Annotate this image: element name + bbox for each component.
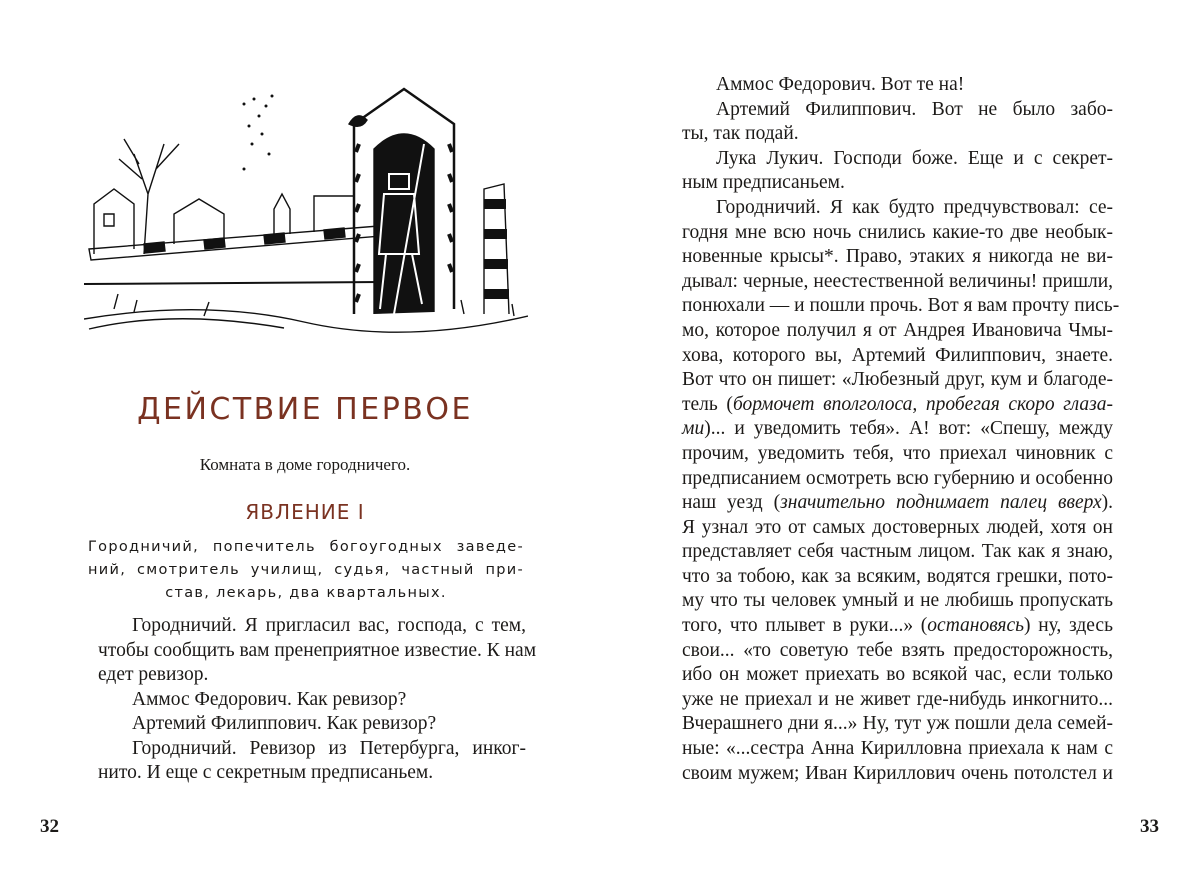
text-segment: Я узнал это от самых достоверных людей, хотя он — [682, 516, 1113, 538]
text-line — [682, 344, 1113, 369]
text-line — [682, 270, 1113, 295]
text-segment: хова, которого вы, Артемий Филиппович, знаете. — [682, 344, 1113, 366]
text-line — [682, 442, 1113, 467]
text-line — [682, 319, 1113, 344]
scene-heading: ЯВЛЕНИЕ I — [245, 500, 365, 524]
text-line — [682, 171, 1113, 196]
text-line — [98, 737, 526, 762]
text-segment: наш уезд ( — [682, 492, 781, 514]
text-line — [682, 663, 1113, 688]
text-segment: ибо он может приехать во всякой час, если только — [682, 664, 1113, 686]
text-segment: ные: «...сестра Анна Кирилловна приехала к нам с — [682, 738, 1113, 760]
text-segment: чтобы сообщить вам пренеприятное известие. К нам — [98, 639, 537, 661]
page-number: 32 — [40, 816, 59, 837]
text-segment: новенные крысы*. Право, этаких я никогда не ви- — [682, 246, 1113, 268]
text-segment: того, что плывет в руки...» ( — [682, 615, 928, 637]
text-line — [682, 393, 1113, 418]
text-segment: Лука Лукич. Господи боже. Еще и с секрет- — [716, 147, 1113, 169]
stage-direction: ми — [682, 418, 705, 440]
text-line — [682, 688, 1113, 713]
text-segment: годня мне всю ночь снились какие-то две необык- — [682, 221, 1113, 243]
text-line — [682, 491, 1113, 516]
dialogue-text — [682, 73, 1120, 786]
text-line — [682, 73, 1113, 98]
right-page — [600, 0, 1200, 877]
text-segment: прочим, уведомить тебя, что приехал чиновник с — [682, 442, 1113, 464]
text-segment: представляет себя частным лицом. Так как я знаю, — [682, 541, 1113, 563]
text-segment: ) ну, здесь — [1024, 615, 1113, 637]
text-segment: Аммос Федорович. Как ревизор? — [132, 688, 407, 710]
text-segment: своим мужем; Иван Кириллович очень потолстел и — [682, 762, 1113, 784]
text-segment: Вчерашнего дни я...» Ну, тут уж пошли дела семей- — [682, 713, 1113, 735]
text-segment: му что ты человек умный и не любишь пропускать — [682, 590, 1113, 612]
text-line — [98, 688, 526, 713]
stage-direction: значительно поднимает палец вверх — [780, 492, 1102, 514]
text-segment: Артемий Филиппович. Как ревизор? — [132, 713, 437, 734]
text-segment: Городничий. Я пригласил вас, господа, с тем, — [132, 615, 526, 636]
text-line — [682, 294, 1120, 319]
text-line — [682, 565, 1113, 590]
text-segment: предписанием осмотреть всю губернию и особенно — [682, 467, 1113, 489]
text-line — [98, 663, 526, 688]
text-line — [682, 467, 1113, 492]
text-line — [682, 737, 1113, 762]
text-segment: что за тобою, как за всяким, водятся грешки, пото- — [682, 565, 1113, 587]
text-line — [682, 589, 1113, 614]
text-line — [98, 639, 537, 664]
cast-line: ний, смотритель училищ, судья, частный при- — [88, 562, 524, 578]
text-line — [682, 221, 1113, 246]
text-segment: )... и уведомить тебя». А! вот: «Спешу, между — [704, 418, 1113, 440]
text-segment: едет ревизор. — [98, 664, 209, 685]
text-line — [98, 614, 526, 639]
text-line — [682, 614, 1113, 639]
text-line — [682, 516, 1113, 541]
dialogue-text — [98, 614, 537, 786]
text-line — [682, 98, 1113, 123]
text-segment: мо, которое получил я от Андрея Ивановича Чмы- — [682, 319, 1113, 341]
stage-direction: бормочет вполголоса, пробегая скоро глаза- — [732, 393, 1114, 415]
text-line — [682, 540, 1113, 565]
cast-line: став, лекарь, два квартальных. — [165, 585, 447, 601]
text-segment: ). — [1101, 492, 1113, 514]
cast-list — [88, 536, 524, 605]
text-segment: Городничий. Ревизор из Петербурга, инког- — [132, 737, 526, 759]
page-number: 33 — [1140, 816, 1159, 837]
text-line — [682, 196, 1113, 221]
text-line — [682, 417, 1113, 442]
text-line — [98, 712, 526, 737]
act-title: ДЕЙСТВИЕ ПЕРВОЕ — [137, 392, 473, 427]
text-segment: дывал: черные, неестественной величины! пришли, — [682, 270, 1113, 292]
text-line — [682, 368, 1113, 393]
illustration-sentry-box — [84, 84, 528, 334]
text-line — [682, 639, 1113, 664]
text-line — [682, 122, 1113, 147]
text-segment: Вот что он пишет: «Любезный друг, кум и благоде- — [682, 369, 1113, 391]
text-segment: уже не приехал и не живет где-нибудь инкогнито... — [682, 688, 1113, 710]
text-segment: Артемий Филиппович. Вот не было забо- — [716, 98, 1113, 120]
text-line — [98, 761, 526, 786]
text-line — [682, 147, 1113, 172]
text-segment: Аммос Федорович. Вот те на! — [716, 74, 965, 95]
scene-description: Комната в доме городничего. — [199, 455, 411, 474]
text-segment: тель ( — [682, 393, 733, 415]
text-segment: нито. И еще с секретным предписаньем. — [98, 762, 434, 783]
cast-line: Городничий, попечитель богоугодных заведе- — [88, 539, 524, 555]
text-line — [682, 245, 1113, 270]
text-segment: ты, так подай. — [682, 123, 799, 145]
stage-direction: остановясь — [927, 615, 1024, 637]
text-segment: понюхали — и пошли прочь. Вот я вам прочту пись- — [682, 295, 1120, 317]
text-segment: Городничий. Я как будто предчувствовал: се- — [716, 196, 1113, 218]
text-segment: ным предписаньем. — [682, 172, 845, 194]
text-line — [682, 762, 1113, 787]
text-line — [682, 712, 1113, 737]
text-segment: свои... «то советую тебе взять предосторожность, — [682, 639, 1113, 661]
